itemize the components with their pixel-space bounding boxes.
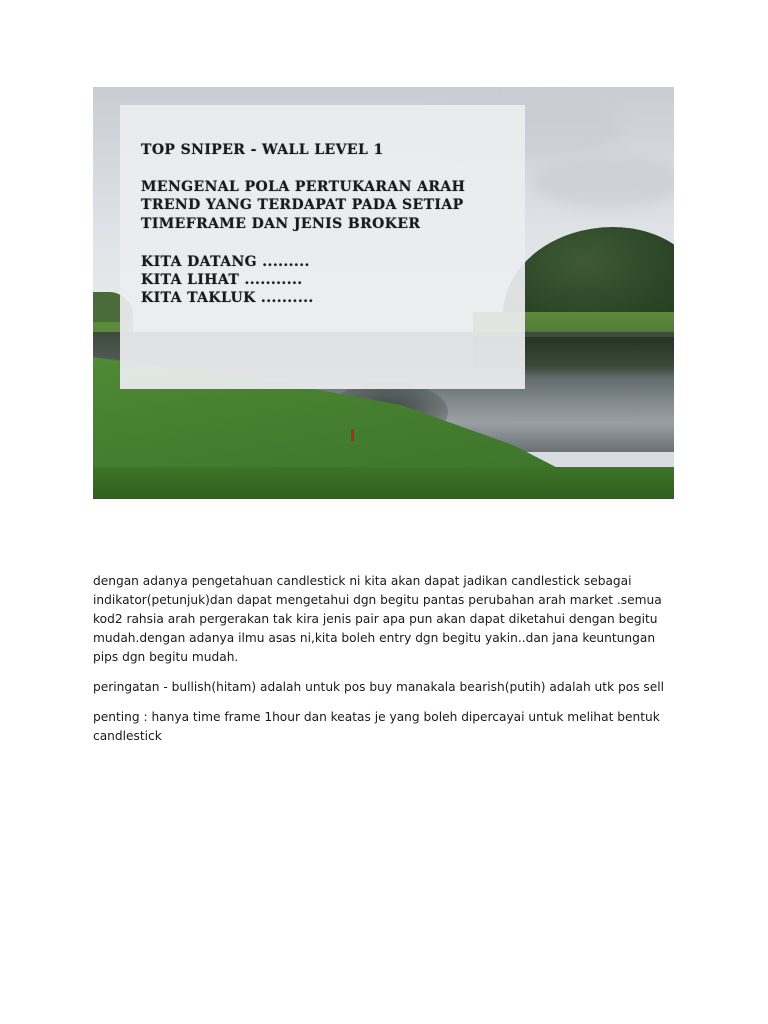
grass-foreground <box>93 467 674 499</box>
cloud <box>533 157 674 207</box>
panel-subtitle-line: TIMEFRAME DAN JENIS BROKER <box>141 216 421 232</box>
panel-title: TOP SNIPER - WALL LEVEL 1 <box>141 142 384 158</box>
panel-subtitle-line: TREND YANG TERDAPAT PADA SETIAP <box>141 197 464 213</box>
paragraph: dengan adanya pengetahuan candlestick ni kita akan dapat jadikan candlestick sebagai indikator(petunjuk)dan dapat mengetahui dgn begitu pantas perubahan arah market .semua kod2 rahsia arah pergerakan tak kira jenis pair apa pun akan dapat diketahui dengan begitu mudah.dengan adanya ilmu asas ni,kita boleh entry dgn begitu yakin..dan jana keuntungan pips dgn begitu mudah. <box>93 574 662 664</box>
panel-motto-line: KITA LIHAT ........... <box>141 272 303 288</box>
paragraph: peringatan - bullish(hitam) adalah untuk pos buy manakala bearish(putih) adalah utk pos sell <box>93 680 665 694</box>
paragraph: penting : hanya time frame 1hour dan keatas je yang boleh dipercayai untuk melihat bentuk candlestick <box>93 710 660 743</box>
panel-motto-line: KITA DATANG ......... <box>141 254 310 270</box>
flag-post <box>351 429 354 441</box>
panel-motto-line: KITA TAKLUK .......... <box>141 290 314 306</box>
panel-subtitle-line: MENGENAL POLA PERTUKARAN ARAH <box>141 179 466 195</box>
title-panel <box>120 105 525 389</box>
